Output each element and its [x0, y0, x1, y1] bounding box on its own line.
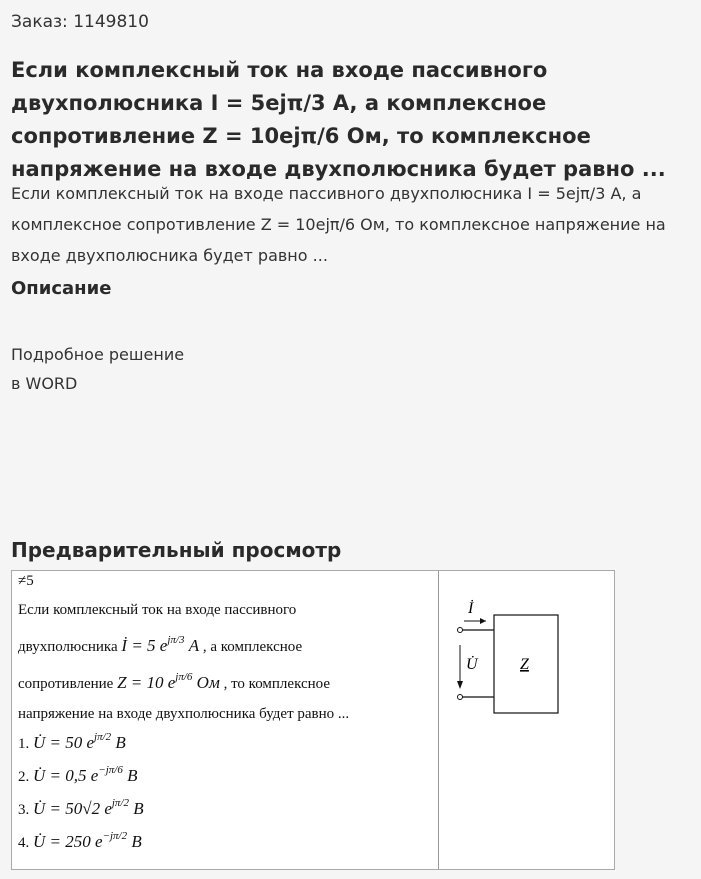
preview-line-1: Если комплексный ток на входе пассивного [18, 602, 297, 618]
current-formula: İ = 5 $e^{j\pi/3}$ A [121, 634, 200, 655]
impedance-formula: Z = 10 $e^{j\pi/6}$ Ом [117, 671, 220, 692]
preview-line-3: сопротивление Z = 10 $e^{j\pi/6}$ Ом , то комплексное [18, 671, 331, 692]
answer-option-4: 4. U̇ = 250 $e^{-j\pi/2}$ B [18, 830, 142, 851]
terminal-bottom [458, 695, 463, 700]
solution-note [11, 340, 184, 398]
task-description: Если комплексный ток на входе пассивного двухполюсника I = 5ejπ/3 A, а комплексное сопротивление Z = 10ejπ/6 Ом, то комплексное напряжение на входе двухполюсника будет равно ... [11, 184, 666, 265]
solution-line-2: в WORD [11, 374, 78, 393]
order-label: Заказ: [11, 12, 68, 32]
terminal-top [458, 628, 463, 633]
order-number [11, 12, 149, 32]
section-heading-description: Описание [11, 278, 112, 299]
voltage-label: U̇ [466, 656, 478, 673]
circuit-diagram [452, 593, 572, 743]
preview-divider [438, 571, 439, 869]
current-arrow-head [480, 618, 486, 624]
answer-option-2: 2. U̇ = 0,5 $e^{-j\pi/6}$ B [18, 764, 138, 785]
answer-option-3: 3. U̇ = 50√2 $e^{j\pi/2}$ B [18, 797, 144, 818]
order-value: 1149810 [73, 12, 149, 32]
page [2, 2, 699, 875]
preview-line-4: напряжение на входе двухполюсника будет равно ... [18, 706, 350, 722]
current-label: İ [468, 600, 474, 617]
answer-option-1: 1. U̇ = 50 $e^{j\pi/2}$ B [18, 731, 126, 752]
solution-line-1: Подробное решение [11, 345, 185, 364]
section-heading-preview: Предварительный просмотр [11, 538, 342, 562]
voltage-arrow-head [457, 681, 463, 689]
preview-task-number: ≠5 [18, 573, 34, 589]
preview-line-2: двухполюсника İ = 5 $e^{j\pi/3}$ A , а комплексное [18, 634, 303, 655]
preview-image [11, 570, 615, 870]
impedance-label: Z [520, 656, 529, 673]
answer-options [18, 721, 144, 853]
page-title: Если комплексный ток на входе пассивного двухполюсника I = 5ejπ/3 A, а комплексное сопротивление Z = 10ejπ/6 Ом, то комплексное напряжение на входе двухполюсника будет равно ... [11, 58, 666, 181]
preview-task-text [18, 595, 428, 729]
